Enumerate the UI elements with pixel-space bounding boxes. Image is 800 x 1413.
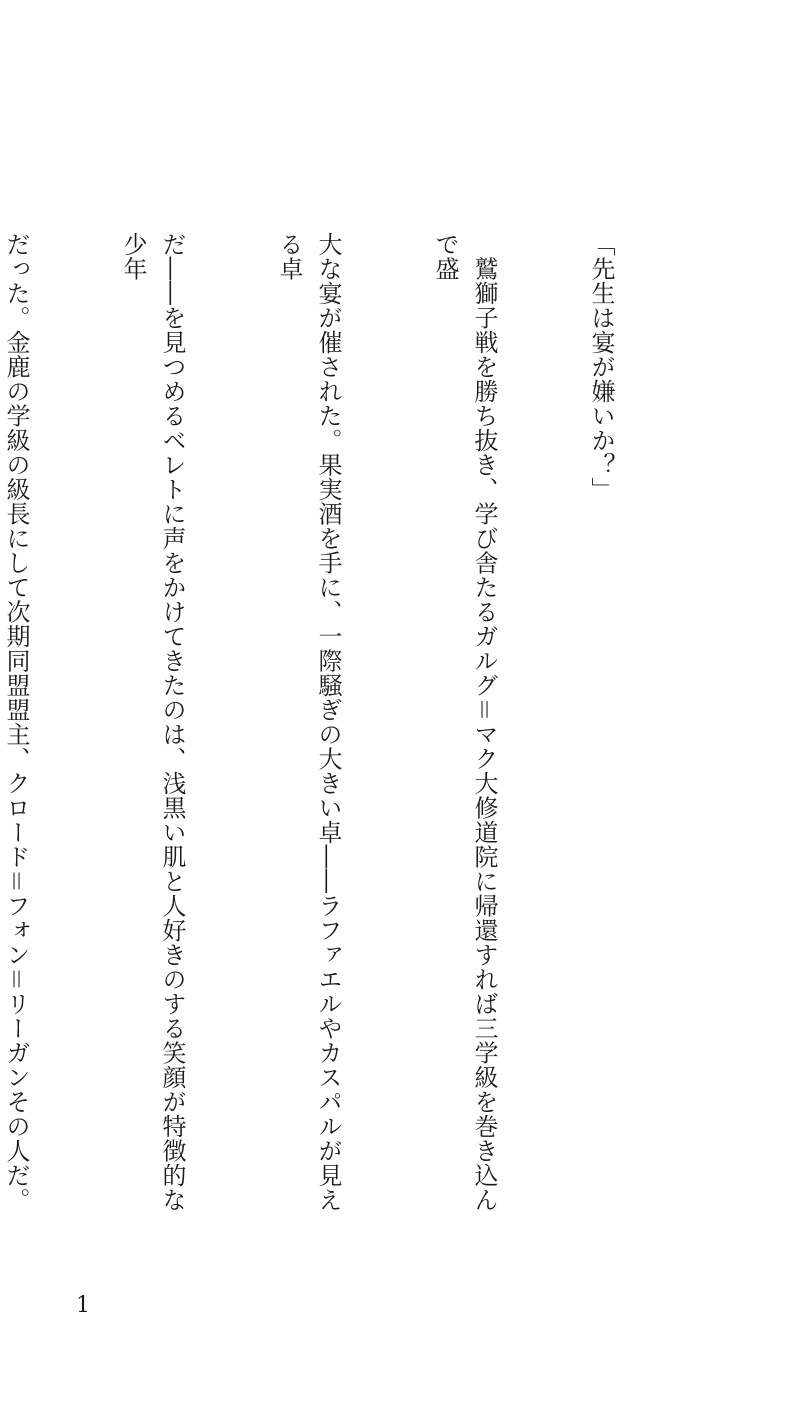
text-line: 「先生は宴が嫌いか？」 xyxy=(587,232,615,502)
text-line: だ――を見つめるベレトに声をかけてきたのは、浅黒い肌と人好きのする笑顔が特徴的な少年 xyxy=(119,232,186,1212)
text-line: だった。金鹿の学級の級長にして次期同盟盟主、クロード＝フォン＝リーガンその人だ。 xyxy=(2,232,30,1212)
vertical-text-body xyxy=(0,232,698,1232)
text-line: 鷲獅子戦を勝ち抜き、学び舎たるガルグ＝マク大修道院に帰還すれば三学級を巻き込んで盛 xyxy=(431,232,498,1212)
page-number: 1 xyxy=(76,1293,90,1318)
text-line: 大な宴が催された。果実酒を手に、一際騒ぎの大きい卓――ラファエルやカスパルが見える卓 xyxy=(275,232,342,1212)
